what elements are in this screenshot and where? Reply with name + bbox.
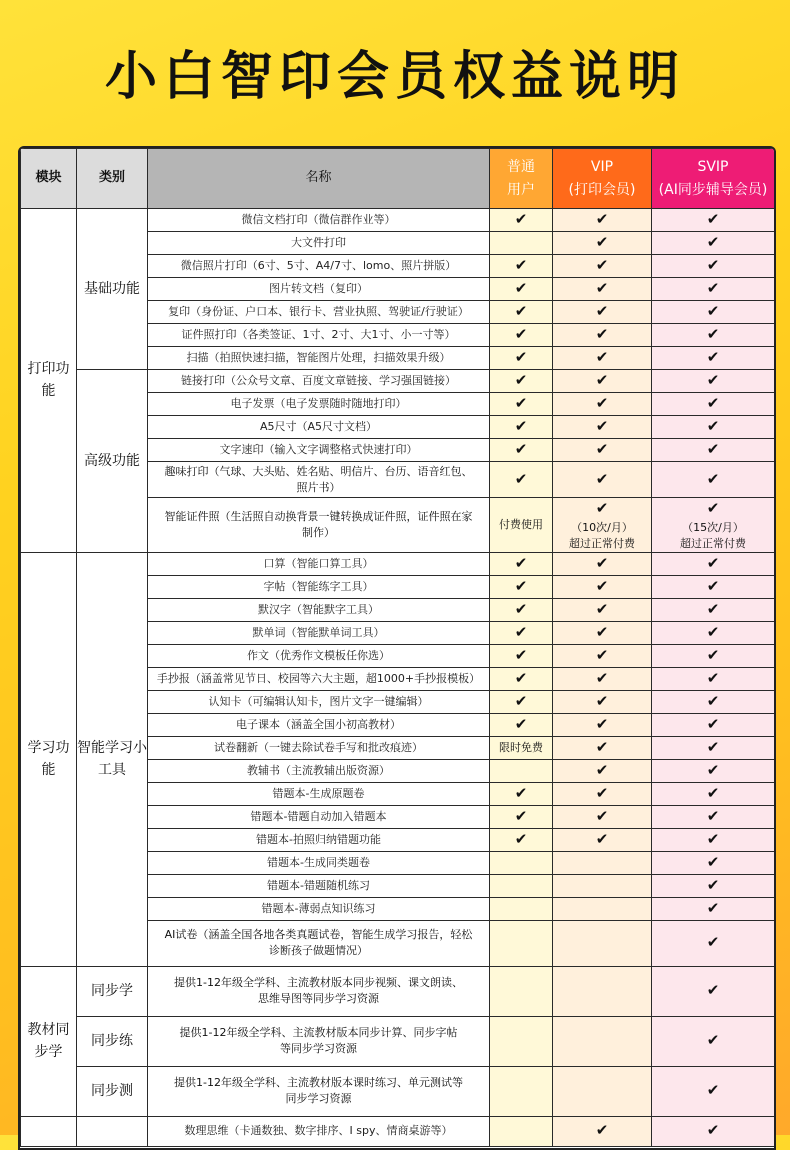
svip-cell [652, 232, 775, 255]
svip-cell [652, 1016, 775, 1066]
vip-cell [553, 690, 652, 713]
vip-cell [553, 805, 652, 828]
category-cell: 同步测 [77, 1066, 148, 1116]
feature-name: A5尺寸（A5尺寸文档） [148, 416, 490, 439]
vip-cell [553, 966, 652, 1016]
feature-name: 复印（身份证、户口本、银行卡、营业执照、驾驶证/行驶证） [148, 301, 490, 324]
check-icon: ✔ [514, 829, 528, 848]
category-cell: 同步学 [77, 966, 148, 1016]
check-icon: ✔ [706, 576, 720, 595]
table-row [21, 370, 775, 393]
vip-cell [553, 552, 652, 575]
check-icon: ✔ [595, 210, 609, 229]
feature-name-line: 思维导图等同步学习资源 [258, 992, 379, 1006]
feature-name: 默汉字（智能默字工具） [148, 598, 490, 621]
svip-cell [652, 644, 775, 667]
feature-name-line: 提供1-12年级全学科、主流教材版本同步视频、课文朗读、 [174, 976, 463, 990]
normal-user-cell [490, 690, 553, 713]
table-header-row [21, 149, 775, 209]
vip-cell [553, 598, 652, 621]
feature-name-line: 提供1-12年级全学科、主流教材版本课时练习、单元测试等 [174, 1076, 463, 1090]
check-icon: ✔ [514, 256, 528, 275]
svip-cell [652, 255, 775, 278]
normal-user-cell [490, 874, 553, 897]
feature-name [148, 462, 490, 498]
feature-name: 电子课本（涵盖全国小初高教材） [148, 713, 490, 736]
check-icon: ✔ [706, 645, 720, 664]
check-icon: ✔ [595, 622, 609, 641]
feature-name [148, 498, 490, 553]
svip-cell [652, 966, 775, 1016]
check-icon: ✔ [514, 553, 528, 572]
vip-cell [553, 874, 652, 897]
category-cell-empty [77, 1116, 148, 1146]
cell-note: （10次/月） [571, 520, 633, 534]
svip-cell [652, 462, 775, 498]
header-vip: VIP (打印会员) [553, 149, 652, 209]
svip-cell [652, 667, 775, 690]
cell-note: 限时免费 [499, 740, 543, 754]
check-icon: ✔ [706, 760, 720, 779]
header-normal-user: 普通 用户 [490, 149, 553, 209]
svip-cell [652, 416, 775, 439]
check-icon: ✔ [595, 469, 609, 488]
svip-cell [652, 552, 775, 575]
feature-name: 错题本-生成原题卷 [148, 782, 490, 805]
feature-name: 试卷翻新（一键去除试卷手写和批改痕迹） [148, 736, 490, 759]
check-icon: ✔ [514, 210, 528, 229]
normal-user-cell [490, 621, 553, 644]
normal-user-cell [490, 805, 553, 828]
check-icon: ✔ [706, 325, 720, 344]
check-icon: ✔ [706, 302, 720, 321]
check-icon: ✔ [706, 256, 720, 275]
check-icon: ✔ [706, 348, 720, 367]
check-icon: ✔ [595, 394, 609, 413]
cell-note: 付费使用 [499, 517, 543, 531]
check-icon: ✔ [595, 440, 609, 459]
normal-user-cell [490, 416, 553, 439]
normal-user-cell [490, 462, 553, 498]
check-icon: ✔ [706, 714, 720, 733]
check-icon: ✔ [514, 622, 528, 641]
vip-cell [553, 828, 652, 851]
svip-cell [652, 209, 775, 232]
normal-user-cell [490, 897, 553, 920]
feature-name: 数理思维（卡通数独、数字排序、I spy、情商桌游等） [148, 1116, 490, 1146]
vip-cell [553, 324, 652, 347]
vip-cell [553, 301, 652, 324]
svip-cell [652, 324, 775, 347]
vip-cell [553, 782, 652, 805]
check-icon: ✔ [514, 325, 528, 344]
vip-cell [553, 667, 652, 690]
feature-name-line: 智能证件照（生活照自动换背景一键转换成证件照，证件照在家 [164, 509, 473, 523]
check-icon: ✔ [706, 691, 720, 710]
check-icon: ✔ [595, 371, 609, 390]
vip-cell [553, 1016, 652, 1066]
svip-cell [652, 690, 775, 713]
normal-user-cell [490, 575, 553, 598]
table-row [21, 1066, 775, 1116]
check-icon: ✔ [706, 622, 720, 641]
normal-user-cell [490, 598, 553, 621]
normal-user-cell [490, 713, 553, 736]
check-icon: ✔ [595, 256, 609, 275]
vip-cell [553, 713, 652, 736]
feature-name: 电子发票（电子发票随时随地打印） [148, 393, 490, 416]
vip-cell [553, 897, 652, 920]
check-icon: ✔ [514, 417, 528, 436]
vip-cell [553, 232, 652, 255]
check-icon: ✔ [706, 668, 720, 687]
check-icon: ✔ [514, 440, 528, 459]
header-svip: SVIP (AI同步辅导会员) [652, 149, 775, 209]
module-cell: 学习功能 [21, 552, 77, 966]
check-icon: ✔ [595, 829, 609, 848]
vip-cell [553, 416, 652, 439]
check-icon: ✔ [595, 279, 609, 298]
check-icon: ✔ [514, 469, 528, 488]
normal-user-cell [490, 966, 553, 1016]
normal-user-cell [490, 393, 553, 416]
feature-name: 错题本-生成同类题卷 [148, 851, 490, 874]
feature-name-line: 趣味打印（气球、大头贴、姓名贴、明信片、台历、语音红包、 [164, 464, 473, 478]
header-name: 名称 [148, 149, 490, 209]
check-icon: ✔ [706, 829, 720, 848]
cell-note: （15次/月） [682, 520, 744, 534]
check-icon: ✔ [595, 302, 609, 321]
feature-name: 扫描（拍照快速扫描，智能图片处理，扫描效果升级） [148, 347, 490, 370]
check-icon: ✔ [595, 233, 609, 252]
vip-cell [553, 736, 652, 759]
normal-user-cell [490, 736, 553, 759]
normal-user-cell [490, 347, 553, 370]
normal-user-cell [490, 209, 553, 232]
check-icon: ✔ [706, 783, 720, 802]
cell-note: 超过正常付费 [680, 536, 746, 550]
feature-name-line: 等同步学习资源 [280, 1042, 357, 1056]
module-cell: 打印功能 [21, 209, 77, 553]
normal-user-cell [490, 1016, 553, 1066]
feature-name: 错题本-错题随机练习 [148, 874, 490, 897]
table-row [21, 1116, 775, 1146]
page-title: 小白智印会员权益说明 [104, 47, 685, 107]
feature-name: 图片转文档（复印） [148, 278, 490, 301]
feature-name [148, 1066, 490, 1116]
svip-cell [652, 498, 775, 553]
feature-name [148, 966, 490, 1016]
check-icon: ✔ [514, 668, 528, 687]
check-icon: ✔ [706, 852, 720, 871]
vip-cell [553, 621, 652, 644]
check-icon: ✔ [595, 417, 609, 436]
check-icon: ✔ [514, 348, 528, 367]
check-icon: ✔ [514, 645, 528, 664]
vip-cell [553, 498, 652, 553]
normal-user-cell [490, 370, 553, 393]
feature-name: 大文件打印 [148, 232, 490, 255]
svip-cell [652, 1066, 775, 1116]
header-category: 类别 [77, 149, 148, 209]
feature-name: 错题本-拍照归纳错题功能 [148, 828, 490, 851]
feature-name: 字帖（智能练字工具） [148, 575, 490, 598]
svip-cell [652, 575, 775, 598]
table-row [21, 966, 775, 1016]
check-icon: ✔ [706, 417, 720, 436]
vip-cell [553, 278, 652, 301]
normal-user-cell [490, 552, 553, 575]
check-icon: ✔ [514, 576, 528, 595]
check-icon: ✔ [595, 760, 609, 779]
feature-name: 认知卡（可编辑认知卡，图片文字一键编辑） [148, 690, 490, 713]
normal-user-cell [490, 644, 553, 667]
check-icon: ✔ [706, 469, 720, 488]
check-icon: ✔ [706, 279, 720, 298]
svip-cell [652, 621, 775, 644]
check-icon: ✔ [595, 576, 609, 595]
category-cell: 高级功能 [77, 370, 148, 553]
normal-user-cell [490, 851, 553, 874]
check-icon: ✔ [595, 737, 609, 756]
normal-user-cell [490, 439, 553, 462]
svip-cell [652, 874, 775, 897]
feature-name [148, 1016, 490, 1066]
normal-user-cell [490, 324, 553, 347]
normal-user-cell [490, 1066, 553, 1116]
check-icon: ✔ [595, 806, 609, 825]
svip-cell [652, 370, 775, 393]
vip-cell [553, 439, 652, 462]
svip-cell [652, 278, 775, 301]
feature-name: 教辅书（主流教辅出版资源） [148, 759, 490, 782]
feature-name: 文字速印（输入文字调整格式快速打印） [148, 439, 490, 462]
table-row [21, 209, 775, 232]
svip-cell [652, 393, 775, 416]
feature-name: 错题本-薄弱点知识练习 [148, 897, 490, 920]
check-icon: ✔ [514, 783, 528, 802]
check-icon: ✔ [514, 394, 528, 413]
normal-user-cell [490, 301, 553, 324]
check-icon: ✔ [706, 394, 720, 413]
vip-cell [553, 759, 652, 782]
check-icon: ✔ [514, 599, 528, 618]
category-cell: 智能学习小工具 [77, 552, 148, 966]
vip-cell [553, 1066, 652, 1116]
normal-user-cell [490, 232, 553, 255]
feature-name-line: 诊断孩子做题情况） [269, 944, 368, 958]
feature-name: 手抄报（涵盖常见节日、校园等六大主题，超1000+手抄报模板） [148, 667, 490, 690]
check-icon: ✔ [706, 499, 720, 517]
normal-user-cell [490, 920, 553, 966]
svip-cell [652, 713, 775, 736]
feature-name-line: 照片书） [296, 480, 341, 494]
check-icon: ✔ [706, 806, 720, 825]
check-icon: ✔ [706, 1031, 720, 1050]
normal-user-cell [490, 782, 553, 805]
header-module: 模块 [21, 149, 77, 209]
vip-cell [553, 209, 652, 232]
svip-cell [652, 897, 775, 920]
check-icon: ✔ [706, 371, 720, 390]
check-icon: ✔ [706, 981, 720, 1000]
feature-name: 链接打印（公众号文章、百度文章链接、学习强国链接） [148, 370, 490, 393]
svip-cell [652, 1116, 775, 1146]
feature-name-line: 制作） [302, 525, 335, 539]
check-icon: ✔ [595, 691, 609, 710]
feature-name: 口算（智能口算工具） [148, 552, 490, 575]
check-icon: ✔ [595, 783, 609, 802]
svip-cell [652, 828, 775, 851]
category-cell: 基础功能 [77, 209, 148, 370]
table-row [21, 1016, 775, 1066]
feature-name: 默单词（智能默单词工具） [148, 621, 490, 644]
module-cell-empty [21, 1116, 77, 1146]
normal-user-cell [490, 828, 553, 851]
normal-user-cell [490, 1116, 553, 1146]
feature-name [148, 920, 490, 966]
check-icon: ✔ [706, 233, 720, 252]
normal-user-cell [490, 667, 553, 690]
vip-cell [553, 1116, 652, 1146]
svip-cell [652, 782, 775, 805]
check-icon: ✔ [706, 898, 720, 917]
module-cell: 教材同步学 [21, 966, 77, 1116]
vip-cell [553, 347, 652, 370]
check-icon: ✔ [706, 553, 720, 572]
category-cell: 同步练 [77, 1016, 148, 1066]
vip-cell [553, 851, 652, 874]
feature-name: 错题本-错题自动加入错题本 [148, 805, 490, 828]
feature-name-line: AI试卷（涵盖全国各地各类真题试卷，智能生成学习报告，轻松 [164, 928, 473, 942]
vip-cell [553, 920, 652, 966]
normal-user-cell [490, 278, 553, 301]
feature-name: 微信照片打印（6寸、5寸、A4/7寸、lomo、照片拼版） [148, 255, 490, 278]
check-icon: ✔ [706, 933, 720, 952]
check-icon: ✔ [706, 875, 720, 894]
vip-cell [553, 370, 652, 393]
feature-name-line: 同步学习资源 [285, 1092, 352, 1106]
feature-name: 证件照打印（各类签证、1寸、2寸、大1寸、小一寸等） [148, 324, 490, 347]
vip-cell [553, 393, 652, 416]
vip-cell [553, 575, 652, 598]
check-icon: ✔ [514, 279, 528, 298]
normal-user-cell [490, 255, 553, 278]
benefits-table [20, 148, 775, 1147]
check-icon: ✔ [706, 1081, 720, 1100]
svip-cell [652, 736, 775, 759]
check-icon: ✔ [595, 668, 609, 687]
svip-cell [652, 759, 775, 782]
check-icon: ✔ [595, 714, 609, 733]
cell-note: 超过正常付费 [569, 536, 635, 550]
svip-cell [652, 920, 775, 966]
feature-name-line: 提供1-12年级全学科、主流教材版本同步计算、同步字帖 [179, 1026, 458, 1040]
check-icon: ✔ [514, 302, 528, 321]
check-icon: ✔ [514, 806, 528, 825]
table-row [21, 552, 775, 575]
check-icon: ✔ [595, 599, 609, 618]
check-icon: ✔ [595, 553, 609, 572]
check-icon: ✔ [706, 440, 720, 459]
svip-cell [652, 851, 775, 874]
check-icon: ✔ [706, 737, 720, 756]
normal-user-cell [490, 498, 553, 553]
check-icon: ✔ [706, 599, 720, 618]
vip-cell [553, 462, 652, 498]
svip-cell [652, 347, 775, 370]
vip-cell [553, 255, 652, 278]
normal-user-cell [490, 759, 553, 782]
check-icon: ✔ [514, 714, 528, 733]
check-icon: ✔ [595, 499, 609, 517]
check-icon: ✔ [595, 325, 609, 344]
feature-name: 微信文档打印（微信群作业等） [148, 209, 490, 232]
check-icon: ✔ [706, 1121, 720, 1140]
check-icon: ✔ [706, 210, 720, 229]
feature-name: 作文（优秀作文模板任你选） [148, 644, 490, 667]
svip-cell [652, 805, 775, 828]
check-icon: ✔ [514, 371, 528, 390]
svip-cell [652, 301, 775, 324]
check-icon: ✔ [595, 348, 609, 367]
check-icon: ✔ [514, 691, 528, 710]
svip-cell [652, 439, 775, 462]
svip-cell [652, 598, 775, 621]
benefits-table-card [18, 146, 776, 1150]
vip-cell [553, 644, 652, 667]
check-icon: ✔ [595, 645, 609, 664]
check-icon: ✔ [595, 1121, 609, 1140]
